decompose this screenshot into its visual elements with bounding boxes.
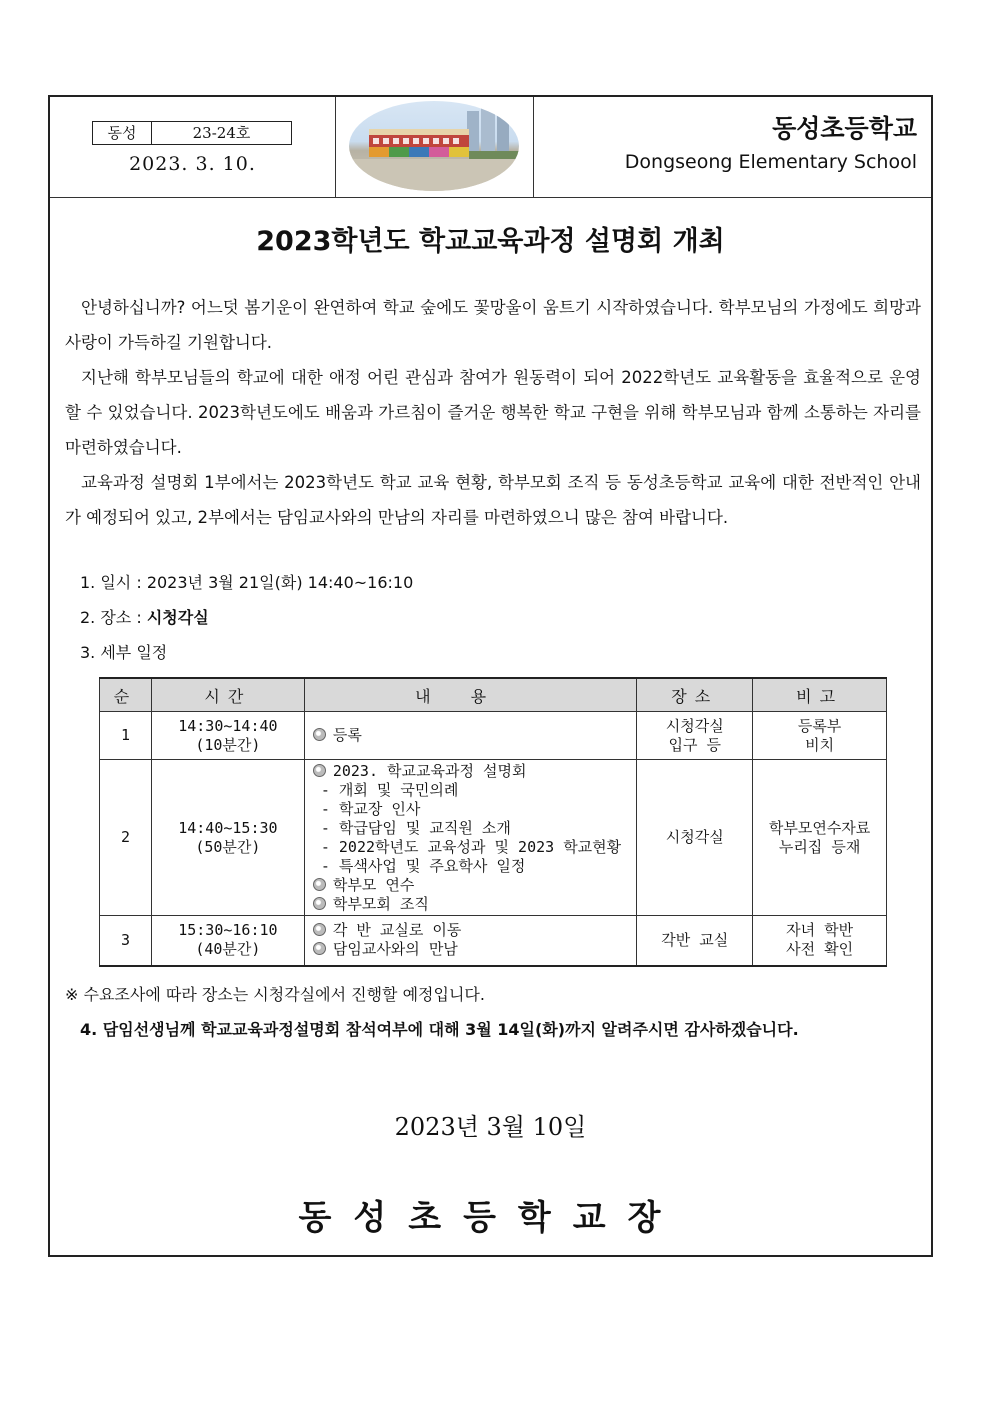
- content-bullet-item: [313, 876, 632, 895]
- note-line: 자녀 학반: [786, 921, 854, 940]
- header-no: 순: [100, 678, 152, 712]
- paragraph-greeting: 안녕하십니까? 어느덧 봄기운이 완연하여 학교 숲에도 꽃망울이 움트기 시작하였습니다. 학부모님의 가정에도 희망과 사랑이 가득하길 기원합니다.: [65, 298, 921, 352]
- header-place: 장소: [637, 678, 753, 712]
- note-line: 등록부: [797, 716, 842, 735]
- event-place: [80, 600, 413, 635]
- header-time: 시간: [151, 678, 304, 712]
- content-bullet-item: [313, 895, 632, 914]
- row-content: [304, 712, 636, 760]
- content-sub-item: [313, 838, 632, 857]
- event-place-value: 시청각실: [146, 608, 209, 627]
- doc-date: 2023. 3. 10.: [129, 153, 256, 175]
- content-sub-item: [313, 819, 632, 838]
- place-line: 입구 등: [668, 735, 721, 754]
- event-schedule-label: 3. 세부 일정: [80, 643, 168, 662]
- content-sub-item: [313, 781, 632, 800]
- doc-info-cell: [50, 97, 336, 197]
- table-row: [100, 760, 887, 916]
- principal-signature: 동성초등학교장: [298, 1198, 683, 1238]
- content-text: 각 반 교실로 이동: [332, 921, 462, 940]
- school-name-ko: 동성초등학교: [772, 114, 917, 143]
- event-date: 1. 일시 : 2023년 3월 21일(화) 14:40~16:10: [80, 573, 414, 592]
- note-line: 학부모연수자료: [768, 818, 871, 837]
- row-time: [151, 916, 304, 966]
- content-text: - 2022학년도 교육성과 및 2023 학교현황: [320, 837, 622, 856]
- row-time: [151, 712, 304, 760]
- time-duration: (10분간): [195, 735, 261, 754]
- circle-bullet-icon: [313, 897, 326, 910]
- document-title: 2023학년도 학교교육과정 설명회 개최: [256, 226, 725, 257]
- doc-number-box: [92, 121, 292, 145]
- time-range: 15:30~16:10: [178, 921, 278, 940]
- school-building-image: [349, 101, 519, 191]
- content-text: 학부모 연수: [332, 875, 415, 894]
- place-line: 각반 교실: [661, 930, 729, 949]
- paragraph-program: 교육과정 설명회 1부에서는 2023학년도 학교 교육 현황, 학부모회 조직 등 동성초등학교 교육에 대한 전반적인 안내가 예정되어 있고, 2부에서는 담임교사와의 만남의 자리를 마련하였으니 많은 참여 바랍니다.: [65, 473, 921, 527]
- event-details: [80, 565, 413, 670]
- header-note: 비고: [753, 678, 887, 712]
- content-sub-item: [313, 800, 632, 819]
- table-header-row: [100, 678, 887, 712]
- doc-prefix: 동성: [93, 122, 152, 144]
- row-no-value: 3: [120, 930, 130, 949]
- content-bullet-item: [313, 726, 632, 745]
- content-text: - 학교장 인사: [320, 799, 421, 818]
- paragraph-background: 지난해 학부모님들의 학교에 대한 애정 어린 관심과 참여가 원동력이 되어 2022학년도 교육활동을 효율적으로 운영할 수 있었습니다. 2023학년도에도 배움과 가르침이 즐거운 행복한 학교 구현을 위해 학부모님과 함께 소통하는 자리를 마련하였습니다.: [65, 368, 921, 457]
- time-range: 14:30~14:40: [178, 716, 278, 735]
- circle-bullet-icon: [313, 923, 326, 936]
- note-line: 비치: [805, 735, 835, 754]
- note-line: 누리집 등재: [778, 837, 861, 856]
- school-photo-cell: [335, 97, 534, 197]
- time-duration: (50분간): [195, 837, 261, 856]
- row-no: [100, 760, 152, 916]
- table-row: [100, 712, 887, 760]
- row-time: [151, 760, 304, 916]
- circle-bullet-icon: [313, 728, 326, 741]
- time-duration: (40분간): [195, 940, 261, 959]
- content-bullet-item: [313, 940, 632, 959]
- row-place: [637, 760, 753, 916]
- body-paragraphs: [65, 290, 921, 535]
- row-no-value: 1: [120, 726, 130, 744]
- row-content: [304, 916, 636, 966]
- row-note: [753, 760, 887, 916]
- venue-note: ※ 수요조사에 따라 장소는 시청각실에서 진행할 예정입니다.: [65, 985, 485, 1004]
- event-place-label: 2. 장소 :: [80, 608, 147, 627]
- content-text: - 개회 및 국민의례: [320, 780, 459, 799]
- content-text: 2023. 학교교육과정 설명회: [332, 761, 527, 780]
- content-text: 담임교사와의 만남: [332, 940, 458, 959]
- row-no-value: 2: [120, 828, 130, 846]
- content-sub-item: [313, 857, 632, 876]
- row-place: [637, 916, 753, 966]
- row-no: [100, 712, 152, 760]
- row-content: [304, 760, 636, 916]
- table-row: [100, 916, 887, 966]
- document-frame: [48, 95, 933, 1257]
- time-range: 14:40~15:30: [178, 818, 278, 837]
- signature-date: 2023년 3월 10일: [394, 1113, 587, 1141]
- circle-bullet-icon: [313, 942, 326, 955]
- note-line: 사전 확인: [786, 940, 854, 959]
- content-bullet-item: [313, 762, 632, 781]
- circle-bullet-icon: [313, 764, 326, 777]
- content-text: - 학급담임 및 교직원 소개: [320, 818, 511, 837]
- place-line: 시청각실: [665, 828, 724, 846]
- row-no: [100, 916, 152, 966]
- school-name-en: Dongseong Elementary School: [624, 151, 917, 173]
- school-photo: [349, 101, 519, 191]
- row-place: [637, 712, 753, 760]
- content-text: - 특색사업 및 주요학사 일정: [320, 856, 526, 875]
- schedule-table: [99, 677, 887, 967]
- row-note: [753, 916, 887, 966]
- school-name-cell: [533, 97, 931, 197]
- place-line: 시청각실: [665, 716, 724, 735]
- letterhead: [50, 97, 931, 198]
- content-text: 등록: [332, 726, 362, 744]
- content-text: 학부모회 조직: [332, 894, 429, 913]
- header-content: 내용: [304, 678, 636, 712]
- content-bullet-item: [313, 921, 632, 940]
- doc-number: 23-24호: [192, 124, 251, 142]
- attendance-request: 4. 담임선생님께 학교교육과정설명회 참석여부에 대해 3월 14일(화)까지 알려주시면 감사하겠습니다.: [80, 1020, 799, 1039]
- row-note: [753, 712, 887, 760]
- circle-bullet-icon: [313, 878, 326, 891]
